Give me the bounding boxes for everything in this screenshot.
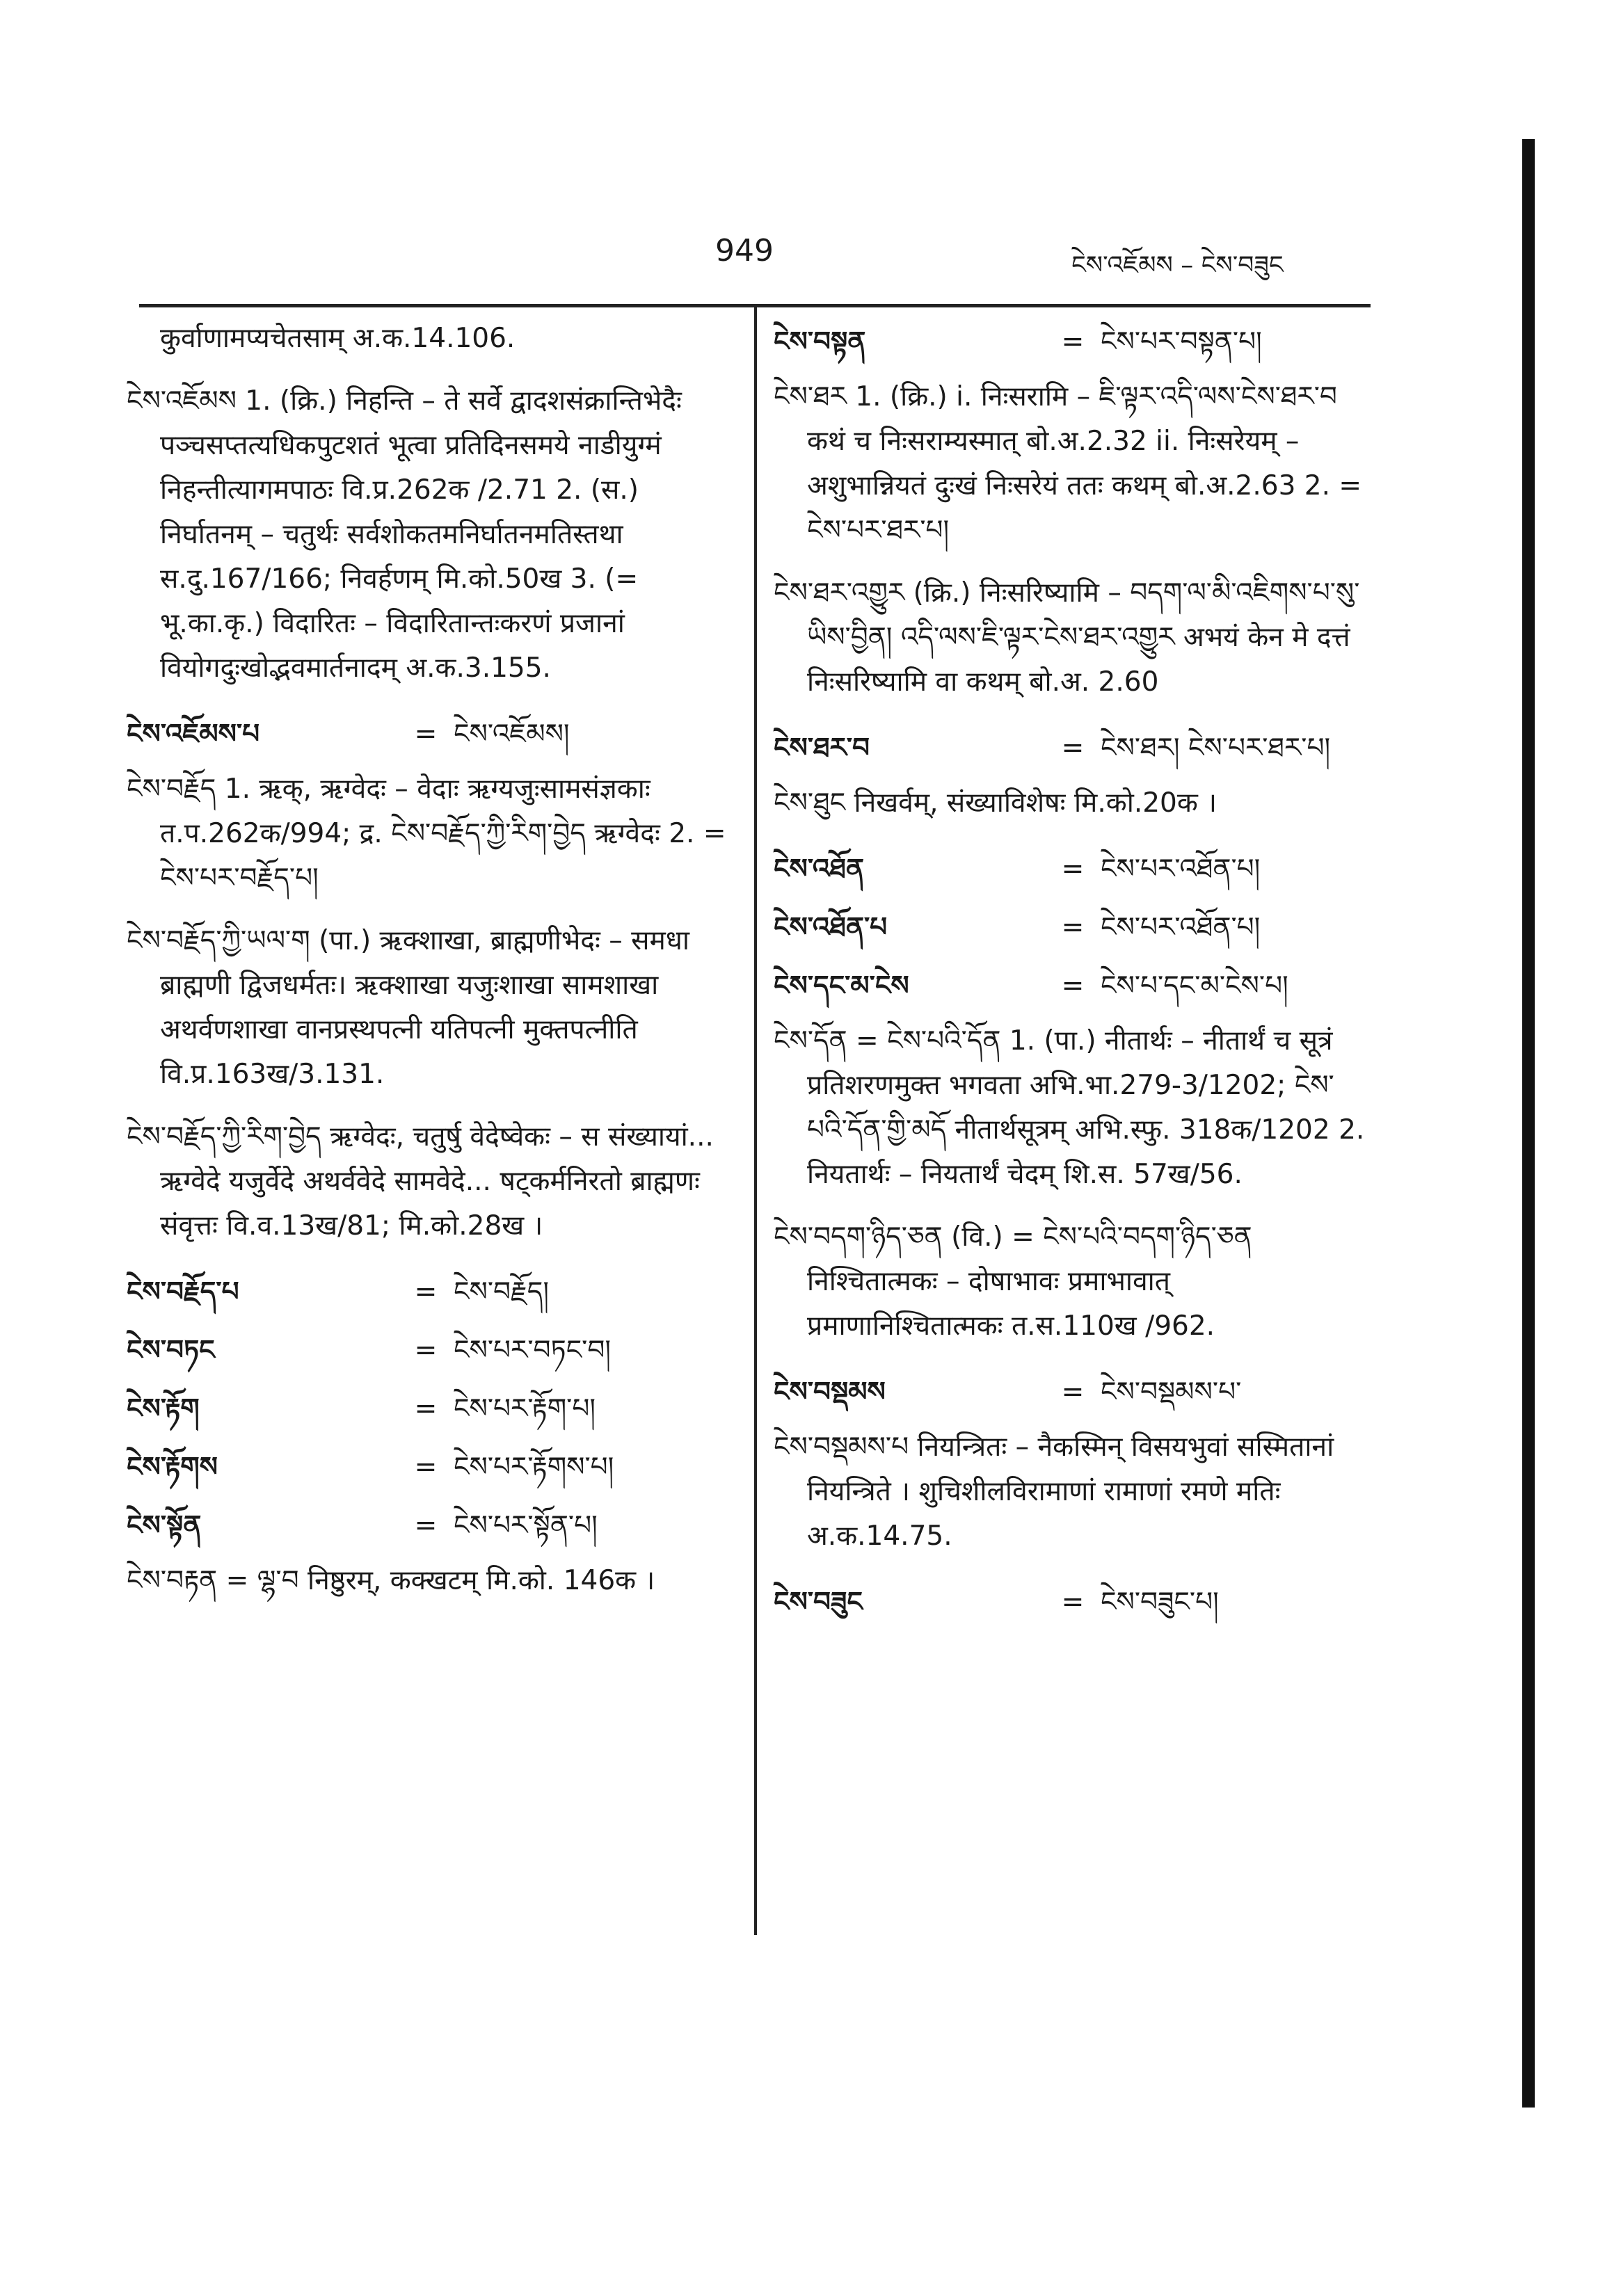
cross-reference-row [127, 1500, 739, 1552]
equals-sign: = [1061, 732, 1085, 764]
equals-sign: = [1061, 912, 1085, 943]
dictionary-entry: ངེས་ཐར་འགྱུར (क्रि.) निःसरिष्यामि – བདག་ལ་མི་འཇིགས་པ་སུ་ཡིས་བྱིན། འདི་ལས་ཇི་ལྟར་ངེས་ཐར་འགྱུར अभयं केन मे दत्तं निःसरिष्यामि वा कथम् बो.अ. 2.60 [774, 577, 1360, 698]
cross-reference-row [127, 1442, 739, 1493]
reference-target: ངེས་འཇོམས། [454, 718, 570, 750]
equals-sign: = [414, 718, 438, 750]
equals-sign: = [1061, 1587, 1085, 1618]
reference-target: ངེས་པར་བསྟན་པ། [1101, 326, 1262, 358]
dictionary-entry: ངེས་བརྗོད 1. ऋक्, ऋग्वेदः – वेदाः ऋग्यजुःसामसंज्ञकाः त.प.262क/994; द्र. ངེས་བརྗོད་ཀྱི་རིག་བྱེད ऋग्वेदः 2. = ངེས་པར་བརྗོད་པ། [127, 773, 726, 894]
dictionary-entry: ངེས་བདག་ཉིད་ཅན (वि.) = ངེས་པའི་བདག་ཉིད་ཅན निश्चितात्मकः – दोषाभावः प्रमाभावात् प्रमाणानिश्चितात्मकः त.स.110ख /962. [774, 1221, 1252, 1342]
equals-sign: = [414, 1452, 438, 1483]
reference-target: ངེས་པར་རྟོགས་པ། [454, 1452, 614, 1483]
scan-edge-bar [1522, 139, 1535, 2108]
cross-reference-row [774, 961, 1372, 1012]
headword: ངེས་བཟུང [774, 1587, 863, 1618]
cross-reference-row [774, 844, 1372, 895]
equals-sign: = [1061, 853, 1085, 885]
equals-sign: = [414, 1393, 438, 1424]
headword: ངེས་བསྡམས [774, 1376, 886, 1408]
headword: ངེས་དང་མ་ངེས [774, 970, 909, 1002]
right-column [774, 316, 1372, 1635]
reference-target: ངེས་པར་རྟོག་པ། [454, 1393, 596, 1424]
reference-target: ངེས་བཟུང་པ། [1101, 1587, 1219, 1618]
dictionary-entry: ངེས་བརྗོད་ཀྱི་རིག་བྱེད ऋग्वेदः, चतुर्षु वेदेष्वेकः – स संख्यायां... ऋग्वेदे यजुर्वेदे अथर्ववेदे सामवेदे... षट्कर्मनिरतो ब्राह्मणः संवृत्तः वि.व.13ख/81; मि.को.28ख । [127, 1121, 714, 1242]
headword: ངེས་སྟོན [127, 1510, 202, 1541]
equals-sign: = [414, 1510, 438, 1541]
headword: ངེས་རྟོག [127, 1393, 200, 1424]
page-number: 949 [715, 233, 774, 268]
equals-sign: = [1061, 1376, 1085, 1408]
cross-reference-row [127, 1325, 739, 1376]
headword: ངེས་འཇོམས་པ [127, 718, 260, 750]
reference-target: ངེས་ཐར། ངེས་པར་ཐར་པ། [1101, 732, 1331, 764]
equals-sign: = [1061, 326, 1085, 358]
dictionary-entry: ངེས་བསྡམས་པ नियन्त्रितः – नैकस्मिन् विसयभुवां सस्मितानां नियन्त्रिते । शुचिशीलविरामाणां रामाणां रमणे मतिः अ.क.14.75. [774, 1431, 1334, 1552]
headword: ངེས་འཐོན [774, 853, 864, 885]
reference-target: ངེས་བསྡམས་པ་ [1101, 1376, 1242, 1408]
dictionary-entry: ངེས་བརྗོད་ཀྱི་ཡལ་ག (पा.) ऋक्शाखा, ब्राह्मणीभेदः – समधा ब्राह्मणी द्विजधर्मतः। ऋक्शाखा यजुःशाखा सामशाखा अथर्वणशाखा वानप्रस्थपत्नी यतिपत्नी मुक्तपत्नीति वि.प्र.163ख/3.131. [127, 925, 689, 1090]
dictionary-entry: ངེས་ཐར 1. (क्रि.) i. निःसरामि – ཇི་ལྟར་འདི་ལས་ངེས་ཐར་བ कथं च निःसराम्यस्मात् बो.अ.2.32 ii. निःसरेयम् – अशुभान्नियतं दुःखं निःसरेयं ततः कथम् बो.अ.2.63 2. = ངེས་པར་ཐར་པ། [774, 381, 1362, 546]
cross-reference-row [127, 1267, 739, 1318]
headword: ངེས་ཐར་བ [774, 732, 870, 764]
reference-target: ངེས་བརྗོད། [454, 1276, 550, 1308]
reference-target: ངེས་པ་དང་མ་ངེས་པ། [1101, 970, 1288, 1002]
cross-reference-row [774, 1367, 1372, 1418]
cross-reference-row [127, 709, 739, 760]
cross-reference-row [127, 1383, 739, 1435]
cross-reference-row [774, 316, 1372, 368]
equals-sign: = [414, 1276, 438, 1308]
headword: ངེས་རྟོགས [127, 1452, 218, 1483]
dictionary-entry: ངེས་དོན = ངེས་པའི་དོན 1. (पा.) नीतार्थः – नीतार्थं च सूत्रं प्रतिशरणमुक्त भगवता अभि.भा.279-3/1202; ངེས་པའི་དོན་གྱི་མདོ नीतार्थसूत्रम् अभि.स्फु. 318क/1202 2. नियतार्थः – नियतार्थं चेदम् शि.स. 57ख/56. [774, 1025, 1365, 1190]
headword: ངེས་བཏང [127, 1335, 215, 1366]
continuation-text: कुर्वाणामप्यचेतसाम् अ.क.14.106. [160, 323, 516, 354]
cross-reference-row [774, 1577, 1372, 1628]
running-head: ངེས་འཇོམས – ངེས་བཟུང [1071, 251, 1284, 280]
headword: ངེས་བརྗོད་པ [127, 1276, 239, 1308]
column-divider [754, 307, 757, 1935]
dictionary-entry: ངེས་ཐུང निखर्वम्, संख्याविशेषः मि.को.20क । [774, 787, 1217, 819]
reference-target: ངེས་པར་བཏང་བ། [454, 1335, 612, 1366]
headword: ངེས་འཐོན་པ [774, 912, 888, 943]
dictionary-entry: ངེས་བརྟན = ལྷ་བ निष्ठुरम्, कक्खटम् मि.को. 146क । [127, 1565, 655, 1596]
dictionary-entry: ངེས་འཇོམས 1. (क्रि.) निहन्ति – ते सर्वे द्वादशसंक्रान्तिभेदैः पञ्चसप्तत्यधिकपुटशतं भूत्वा प्रतिदिनसमये नाडीयुग्मं निहन्तीत्यागमपाठः वि.प्र.262क /2.71 2. (स.) निर्घातनम् – चतुर्थः सर्वशोकतमनिर्घातनमतिस्तथा स.दु.167/166; निवर्हणम् मि.को.50ख 3. (= भू.का.कृ.) विदारितः – विदारितान्तःकरणं प्रजानां वियोगदुःखोद्भवमार्तनादम् अ.क.3.155. [127, 385, 682, 684]
equals-sign: = [414, 1335, 438, 1366]
reference-target: ངེས་པར་སྟོན་པ། [454, 1510, 598, 1541]
left-column [127, 316, 739, 1621]
cross-reference-row [774, 902, 1372, 954]
headword: ངེས་བསྟན [774, 326, 866, 358]
cross-reference-row [774, 723, 1372, 774]
reference-target: ངེས་པར་འཐོན་པ། [1101, 912, 1261, 943]
reference-target: ངེས་པར་འཐོན་པ། [1101, 853, 1261, 885]
equals-sign: = [1061, 970, 1085, 1002]
